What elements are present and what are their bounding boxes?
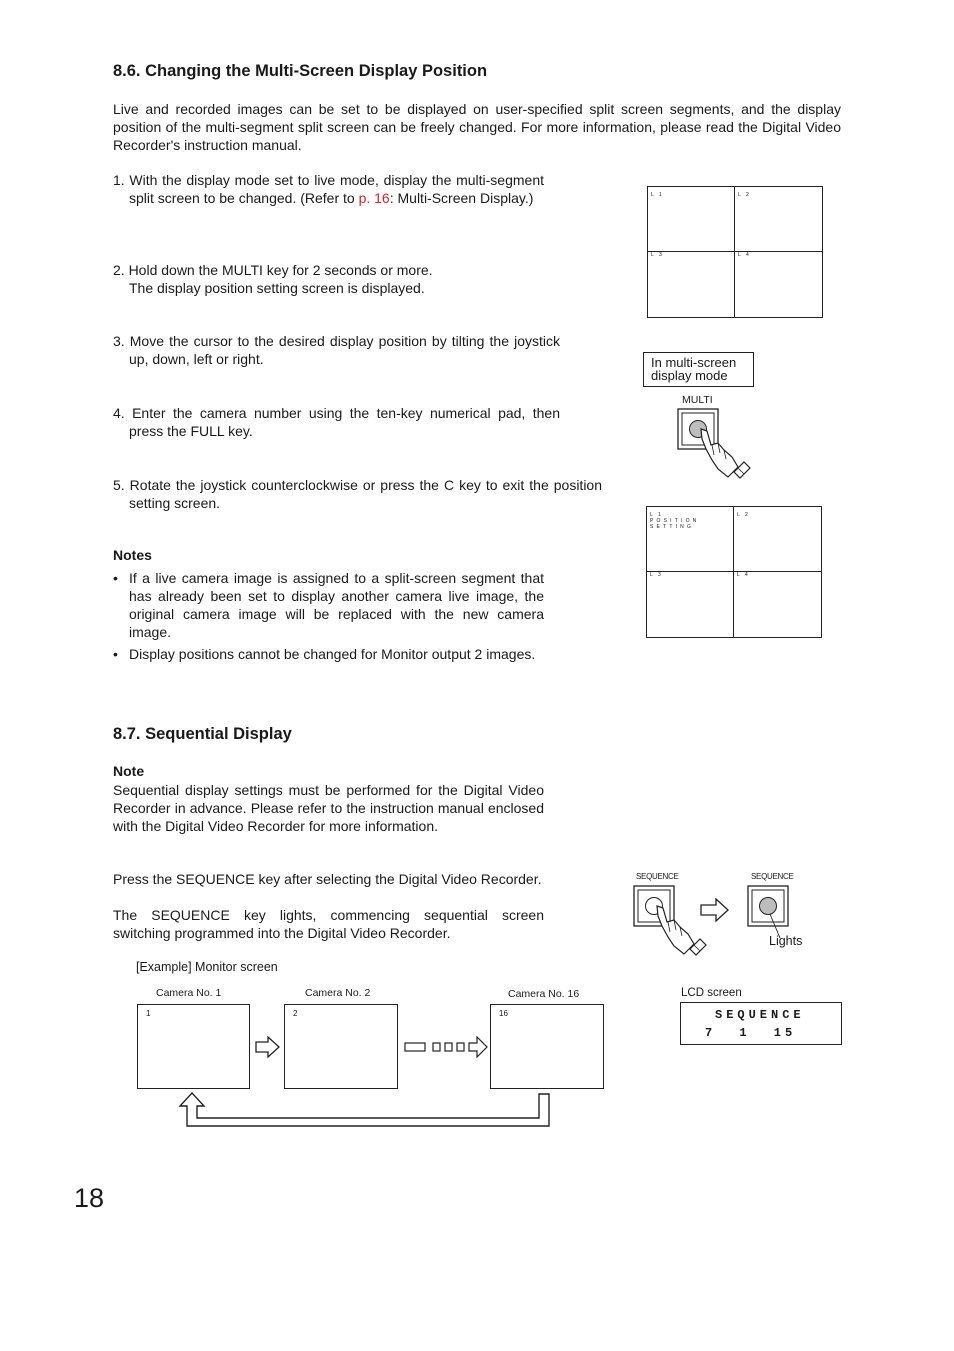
sequence-key-label: SEQUENCE [636,872,679,881]
mode-box-line-1: In multi-screen [651,355,737,370]
multi-key-press-icon[interactable] [674,405,754,487]
camera-number: 1 [146,1009,151,1018]
mode-box [643,352,754,387]
step-4: 4. Enter the camera number using the ten-key numerical pad, then press the FULL key. [113,405,560,439]
example-caption: [Example] Monitor screen [136,960,278,974]
step-2 [113,261,544,297]
step-1-text-a: 1. With the display mode set to live mode, display the multi-segment split screen to be changed. (Refer to [113,172,544,206]
screen-segment [647,507,734,572]
segment-label: L 4 [738,252,751,258]
segment-label: L 1 [651,192,664,198]
loop-back-arrow-icon [178,1090,554,1130]
multi-key-label: MULTI [682,394,713,406]
segment-label: L 3 [651,252,664,258]
monitor-screen [137,1004,250,1089]
note-item [113,569,544,641]
mode-box-line-2: display mode [651,368,728,383]
screen-segment [735,252,822,317]
note-text: Display positions cannot be changed for Monitor output 2 images. [129,646,536,662]
camera-number: 16 [499,1009,508,1018]
step-5: 5. Rotate the joystick counterclockwise or press the C key to exit the position setting screen. [113,477,602,511]
notes-list [113,569,544,663]
position-setting-text: POSITION SETTING [650,518,700,530]
screen-segment [648,187,735,252]
lcd-line-1: SEQUENCE [715,1008,805,1022]
camera-label: Camera No. 2 [305,987,371,999]
page-16-link[interactable]: p. 16 [358,190,390,206]
step-1 [113,171,544,207]
sequence-key-lit-icon[interactable] [744,882,794,942]
segment-label: L 4 [737,572,750,578]
bullet-icon: • [113,646,118,662]
section-heading-8-6: 8.6. Changing the Multi-Screen Display Position [113,62,488,80]
section-intro: Live and recorded images can be set to be displayed on user-specified split screen segments, and the display position of the multi-segment split screen can be freely changed. For more information, please read the Digital Video Recorder's instruction manual. [113,101,841,153]
lights-label: Lights [769,934,803,948]
note-heading: Note [113,763,145,779]
arrow-right-icon [255,1036,281,1058]
screen-segment [734,507,821,572]
camera-number: 2 [293,1009,298,1018]
screen-segment [734,572,821,637]
sequence-paragraph-2: The SEQUENCE key lights, commencing sequential screen switching programmed into the Digital Video Recorder. [113,907,544,941]
step-2-line-2: The display position setting screen is displayed. [129,280,425,296]
sequence-key-label: SEQUENCE [751,872,794,881]
sequence-paragraph-1: Press the SEQUENCE key after selecting the Digital Video Recorder. [113,871,542,887]
section-heading-8-7: 8.7. Sequential Display [113,725,292,743]
segment-label: L 1 [650,512,663,518]
step-1-text-b: : Multi-Screen Display.) [389,190,534,206]
continuation-arrow-icon [403,1036,489,1058]
arrow-right-icon [700,898,730,922]
camera-label: Camera No. 16 [508,988,580,1000]
screen-segment [648,252,735,317]
screen-segment [647,572,734,637]
segment-label: L 3 [650,572,663,578]
notes-heading: Notes [113,547,152,563]
lcd-screen [680,1002,842,1045]
segment-label: L 2 [737,512,750,518]
bullet-icon: • [113,570,118,586]
lcd-line-2: 7 1 15 [705,1026,797,1040]
monitor-screen [284,1004,398,1089]
step-3: 3. Move the cursor to the desired display position by tilting the joystick up, down, left or right. [113,333,560,367]
note-item [113,645,544,663]
segment-label: L 2 [738,192,751,198]
note-text: If a live camera image is assigned to a split-screen segment that has already been set to display another camera live image, the original camera image will be replaced with the new camera image. [129,570,544,640]
monitor-screen [490,1004,604,1089]
lcd-caption: LCD screen [681,987,742,999]
note-text: Sequential display settings must be performed for the Digital Video Recorder in advance. Please refer to the instruction manual enclosed with the Digital Video Recorder for more information. [113,782,544,834]
position-setting-screen [646,506,822,638]
multi-screen-display [647,186,823,318]
page-number: 18 [74,1183,105,1213]
screen-segment [735,187,822,252]
sequence-key-press-icon[interactable] [630,882,710,964]
step-2-line-1: 2. Hold down the MULTI key for 2 seconds or more. [113,262,433,278]
camera-label: Camera No. 1 [156,987,222,999]
